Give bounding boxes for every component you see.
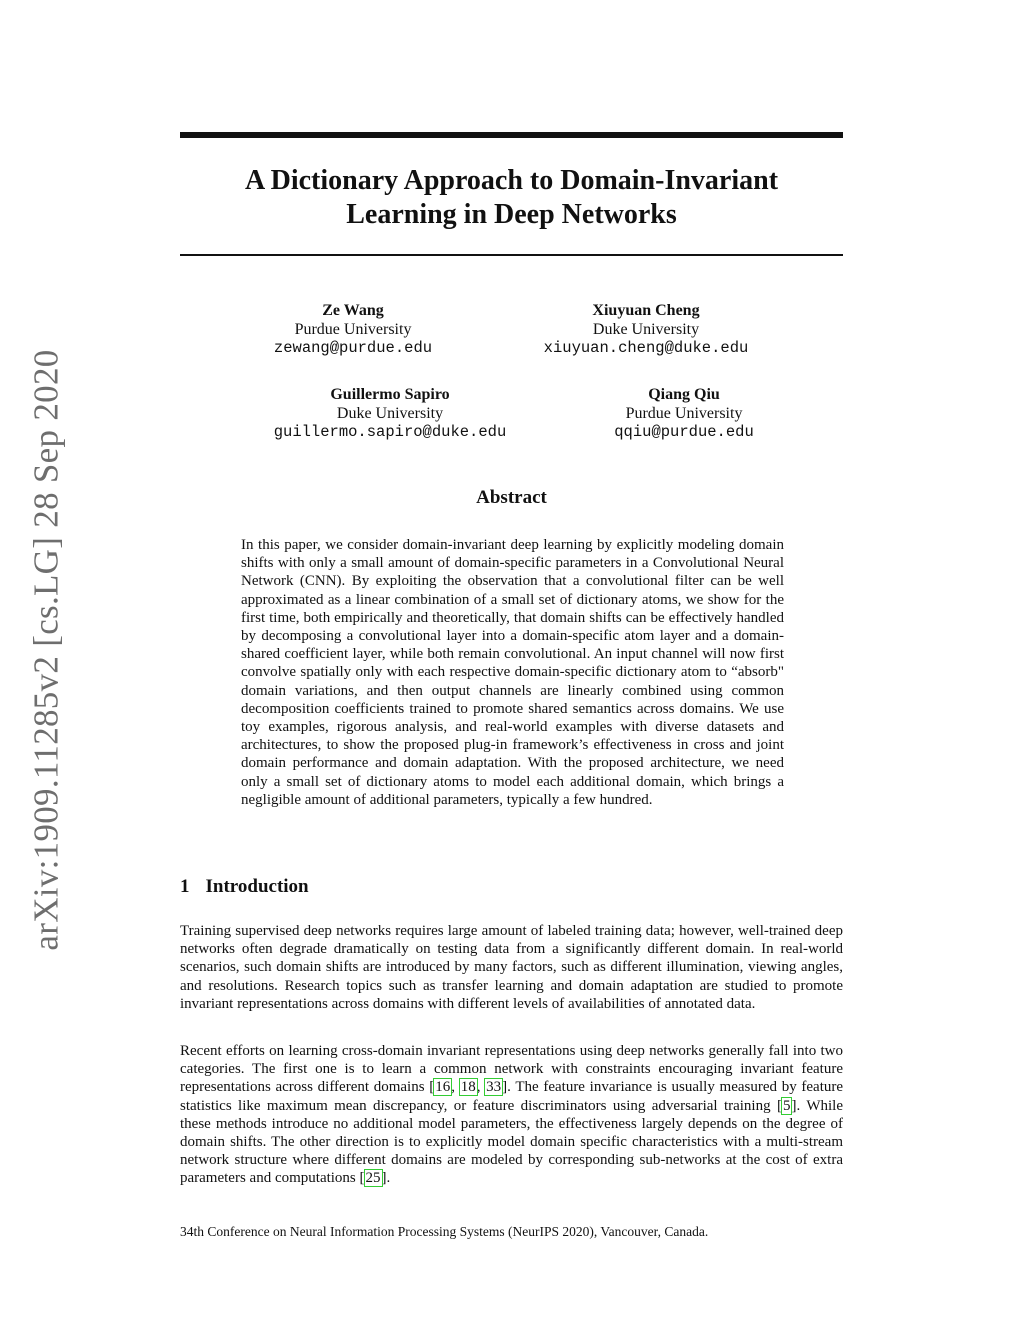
title-rule-bottom xyxy=(180,254,843,256)
paragraph-text: ]. xyxy=(381,1170,391,1187)
conference-footnote: 34th Conference on Neural Information Processing Systems (NeurIPS 2020), Vancouver, Canada. xyxy=(180,1224,709,1239)
author-affiliation: Purdue University xyxy=(625,405,743,422)
paragraph-text: ]. The feature invariance is usually measured by feature statistics like maximum mean discrepancy, or feature discriminators using adversarial training [ xyxy=(180,1079,844,1114)
paper-title-line-1: A Dictionary Approach to Domain-Invariant xyxy=(244,165,779,196)
section-title: Introduction xyxy=(205,876,309,897)
title-rule-top xyxy=(180,132,843,138)
author-block-4 xyxy=(534,385,834,442)
author-block-1 xyxy=(203,301,503,358)
author-affiliation: Duke University xyxy=(592,321,700,338)
arxiv-identifier: arXiv:1909.11285v2 [cs.LG] 28 Sep 2020 xyxy=(27,349,67,951)
paper-title xyxy=(180,164,843,232)
citation-link-16[interactable]: 16 xyxy=(435,1079,451,1096)
intro-paragraph-1: Training supervised deep networks requires large amount of labeled training data; however, well-trained deep networks often degrade dramatically on testing data from a significantly different domain. In real-world scenarios, such domain shifts are introduced by many factors, such as different illumination, viewing angles, and resolutions. Research topics such as transfer learning and domain adaptation are studied to promote invariant representations across domains with different levels of availabilities of annotated data. xyxy=(180,923,843,1012)
intro-paragraph-2 xyxy=(180,1042,843,1188)
author-name: Guillermo Sapiro xyxy=(330,386,450,403)
section-number: 1 xyxy=(180,876,190,897)
paper-title-line-2: Learning in Deep Networks xyxy=(346,199,677,230)
abstract-heading: Abstract xyxy=(476,487,547,508)
citation-link-25[interactable]: 25 xyxy=(365,1170,381,1187)
author-email[interactable]: zewang@purdue.edu xyxy=(273,339,433,357)
citation-link-33[interactable]: 33 xyxy=(486,1079,502,1096)
author-block-2 xyxy=(496,301,796,358)
author-affiliation: Purdue University xyxy=(294,321,412,338)
citation-separator: , xyxy=(476,1079,486,1096)
section-heading-introduction xyxy=(180,876,309,898)
citation-separator: , xyxy=(451,1079,460,1096)
author-email[interactable]: qqiu@purdue.edu xyxy=(614,423,754,441)
arxiv-sidebar xyxy=(22,350,72,950)
citation-link-5[interactable]: 5 xyxy=(782,1097,791,1114)
author-name: Xiuyuan Cheng xyxy=(592,302,700,319)
paragraph-text: ]. While these methods introduce no additional model parameters, the effectiveness largely depends on the degree of domain shifts. The other direction is to explicitly model domain specific characteristics with a multi-stream network structure where different domains are modeled by corresponding sub-networks at the cost of extra parameters and computations [ xyxy=(180,1097,843,1187)
author-block-3 xyxy=(240,385,540,442)
abstract-text: In this paper, we consider domain-invariant deep learning by explicitly modeling domain shifts with only a small amount of domain-specific parameters in a Convolutional Neural Network (CNN). By exploiting the observation that a convolutional filter can be well approximated as a linear combination of a small set of dictionary atoms, we show for the first time, both empirically and theoretically, that domain shifts can be effectively handled by decomposing a convolutional layer into a domain-specific atom layer and a domain-shared coefficient layer, while both remain convolutional. An input channel will now first convolve spatially only with each respective domain-specific dictionary atom to “absorb" domain variations, and then output channels are linearly combined using common decomposition coefficients trained to promote shared semantics across domains. We use toy examples, rigorous analysis, and real-world examples with diverse datasets and architectures, to show the proposed plug-in framework’s effectiveness in cross and joint domain performance and domain adaptation. With the proposed architecture, we need only a small set of dictionary atoms to model each additional domain, which brings a negligible amount of additional parameters, typically a few hundred. xyxy=(241,537,784,808)
author-affiliation: Duke University xyxy=(336,405,444,422)
author-email[interactable]: xiuyuan.cheng@duke.edu xyxy=(543,339,749,357)
author-name: Qiang Qiu xyxy=(648,386,720,403)
citation-link-18[interactable]: 18 xyxy=(460,1079,476,1096)
author-name: Ze Wang xyxy=(322,302,384,319)
paragraph-text: Recent efforts on learning cross-domain invariant representations using deep networks generally fall into two categories. The first one is to learn a common network with constraints encouraging invariant feature representations across different domains [ xyxy=(180,1043,843,1096)
author-email[interactable]: guillermo.sapiro@duke.edu xyxy=(273,423,507,441)
